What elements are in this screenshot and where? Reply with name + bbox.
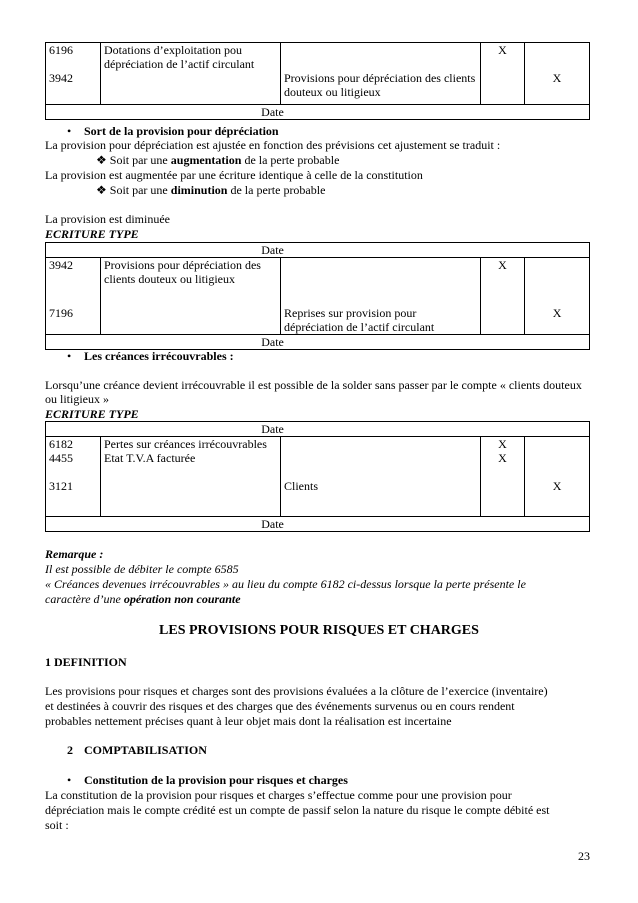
ecriture-type-label: ECRITURE TYPE xyxy=(45,227,139,241)
debit-mark: X xyxy=(481,258,525,335)
table-row xyxy=(46,437,590,517)
diamond-bullet-icon: ❖ xyxy=(96,183,107,197)
credit-mark: X xyxy=(552,306,562,320)
date-row: Date xyxy=(46,422,590,437)
remark-title: Remarque : xyxy=(45,547,104,561)
bullet-icon: • xyxy=(67,773,72,787)
table-row xyxy=(46,422,590,437)
paragraph: Lorsqu’une créance devient irrécouvrable il est possible de la solder sans passer par le compte « clients douteux ou litigieux » xyxy=(45,378,582,406)
date-row: Date xyxy=(46,243,590,258)
credit-label: Reprises sur provision pour dépréciation de l’actif circulant xyxy=(284,306,435,334)
paragraph: La provision est augmentée par une écriture identique à celle de la constitution xyxy=(45,168,423,182)
document-page: 6196 3942 Dotations d’exploitation pou dépréciation de l’actif circulant Provisions pour dépréciation des clients douteux ou litigieux X X Date • Sort de la provision pour dépréciation La provision pour dépréciation est ajustée en fonction des prévisions cet ajustement se traduit : ❖ Soit par une augmentation de la perte probable La provision est augmentée par une écriture identique à celle de la constitution ❖ Soit par une diminution de la perte probable La provision est diminuée ECRITURE TYPE Date 3942 7196 Provisions pour dépréciation des clients douteux ou litigieux Reprises sur provision pour dépréciation de l’actif circulant X X Date • Les créances irrécouvrables : Lorsqu’une créance devient irrécouvrable il est possible de la solder sans passer par le compte « clients douteux ou litigieux » ECRITURE TYPE Date 6182 4455 3121 Pertes sur créances irrécouvrables Etat T.V.A facturée Clients X X X Date Remarque : Il est possible de débiter le compte 6585 « Créances devenues irrécouvrables » au lieu du compte 6182 ci-dessus lorsque la perte présente le caractère d’une opération non courante LES PROVISIONS POUR RISQUES ET CHARGES 1 DEFINITION Les provisions pour risques et charges sont des provisions évaluées a la clôture de l’exercice (inventaire) et destinées à couvrir des risques et des charges que des événements survenus ou en cours rendent probables nettement précises quant à leur objet mais dont la réalisation est incertaine 2 COMPTABILISATION • Constitution de la provision pour risques et charges La constitution de la provision pour risques et charges s’effectue comme pour une provision pour dépréciation mais le compte crédité est un compte de passif selon la nature du risque le compte débité est soit : 23 xyxy=(0,0,638,903)
paragraph: La provision est diminuée xyxy=(45,212,170,226)
paragraph: et destinées à couvrir des risques et des charges que des événements survenus ou en cours rendent xyxy=(45,699,515,713)
account-number: 4455 xyxy=(49,451,73,465)
table-row xyxy=(46,243,590,258)
journal-table-3 xyxy=(45,421,590,532)
credit-mark: X xyxy=(552,71,562,85)
account-number: 6182 xyxy=(49,437,73,451)
section-title: Les créances irrécouvrables : xyxy=(84,349,234,363)
debit-mark: X xyxy=(498,437,507,451)
section-number: 2 xyxy=(67,743,73,757)
journal-table-2 xyxy=(45,242,590,350)
bullet-icon: • xyxy=(67,349,72,363)
paragraph: probables nettement précises quant à leur objet mais dont la réalisation est incertaine xyxy=(45,714,452,728)
table-row xyxy=(46,105,590,120)
credit-label: Provisions pour dépréciation des clients douteux ou litigieux xyxy=(284,71,476,99)
section-title: COMPTABILISATION xyxy=(84,743,207,757)
credit-mark: X xyxy=(552,479,562,493)
remark-line: Il est possible de débiter le compte 6585 xyxy=(45,562,239,576)
table-row xyxy=(46,43,590,105)
date-row: Date xyxy=(46,517,590,532)
paragraph: soit : xyxy=(45,818,69,832)
paragraph: Les provisions pour risques et charges sont des provisions évaluées a la clôture de l’exercice (inventaire) xyxy=(45,684,548,698)
paragraph: dépréciation mais le compte crédité est un compte de passif selon la nature du risque le compte débité est xyxy=(45,803,550,817)
account-number: 6196 xyxy=(49,43,73,57)
section-title: Sort de la provision pour dépréciation xyxy=(84,124,279,138)
section-title: 1 DEFINITION xyxy=(45,655,127,669)
remark-line: « Créances devenues irrécouvrables » au lieu du compte 6182 ci-dessus lorsque la perte présente le xyxy=(45,577,526,591)
account-number: 7196 xyxy=(49,306,73,320)
account-number: 3121 xyxy=(49,479,73,493)
date-row: Date xyxy=(46,335,590,350)
credit-label: Clients xyxy=(284,479,319,493)
table-row xyxy=(46,517,590,532)
paragraph: La constitution de la provision pour risques et charges s’effectue comme pour une provision pour xyxy=(45,788,512,802)
debit-label: Dotations d’exploitation pou dépréciation de l’actif circulant xyxy=(101,43,281,105)
journal-table-1 xyxy=(45,42,590,120)
date-row: Date xyxy=(46,105,590,120)
diamond-bullet-icon: ❖ xyxy=(96,153,107,167)
table-row xyxy=(46,258,590,335)
account-number: 3942 xyxy=(49,71,73,85)
debit-label: Etat T.V.A facturée xyxy=(104,451,196,465)
ecriture-type-label: ECRITURE TYPE xyxy=(45,407,139,421)
page-number: 23 xyxy=(578,849,590,863)
table-row xyxy=(46,335,590,350)
page-title: LES PROVISIONS POUR RISQUES ET CHARGES xyxy=(159,623,479,638)
paragraph: La provision pour dépréciation est ajustée en fonction des prévisions cet ajustement se traduit : xyxy=(45,138,501,152)
account-number: 3942 xyxy=(49,258,73,272)
section-title: Constitution de la provision pour risques et charges xyxy=(84,773,348,787)
debit-mark: X xyxy=(481,43,525,105)
debit-mark: X xyxy=(498,451,507,465)
debit-label: Pertes sur créances irrécouvrables xyxy=(104,437,267,451)
debit-label: Provisions pour dépréciation des clients douteux ou litigieux xyxy=(101,258,281,335)
bullet-icon: • xyxy=(67,124,72,138)
